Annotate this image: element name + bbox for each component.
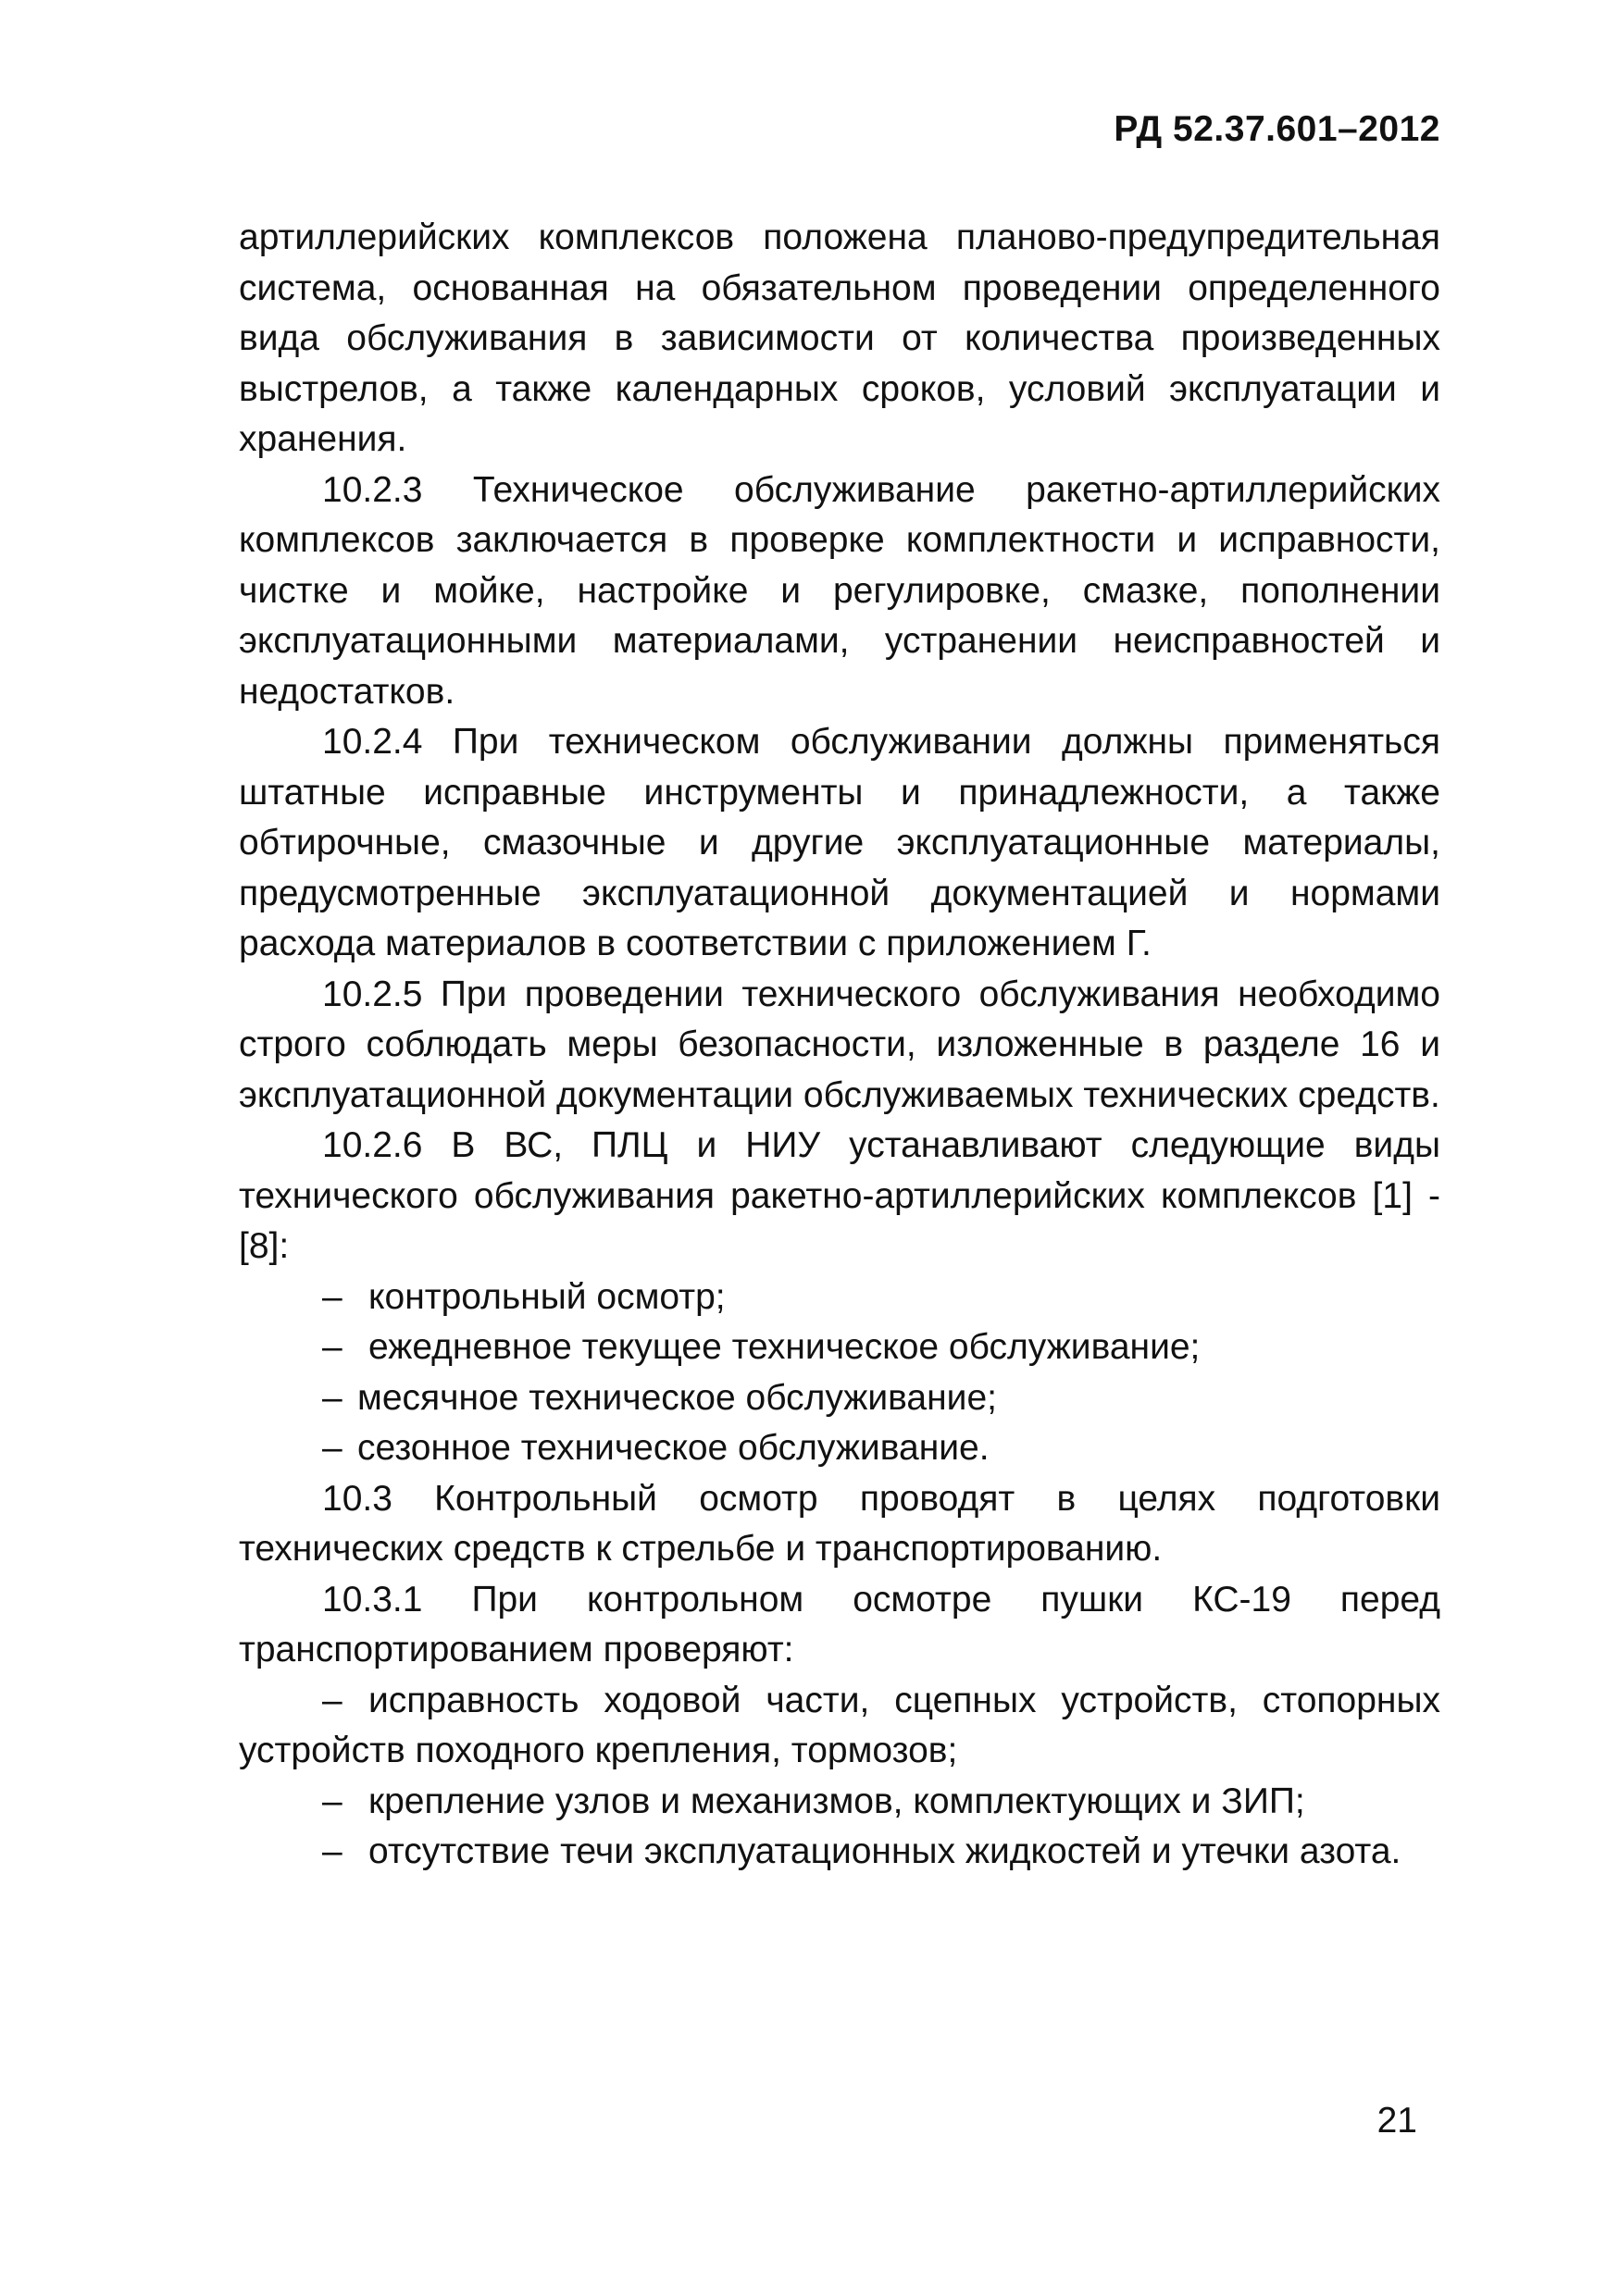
list-item-text: месячное техническое обслуживание;	[357, 1377, 997, 1418]
paragraph-10-3: 10.3 Контрольный осмотр проводят в целях подготовки технических средств к стрельбе и транспортированию.	[239, 1478, 1440, 1569]
dash-bullet: –	[322, 1377, 342, 1418]
list-item	[239, 1827, 1440, 1878]
document-code: РД 52.37.601–2012	[1114, 109, 1440, 149]
list-item-text: ежедневное текущее техническое обслуживание;	[368, 1327, 1201, 1367]
paragraph-10-2-6: 10.2.6 В ВС, ПЛЦ и НИУ устанавливают следующие виды технического обслуживания ракетно-артиллерийских комплексов [1] - [8]:	[239, 1125, 1440, 1266]
list-item	[239, 1676, 1440, 1777]
dash-bullet: –	[322, 1276, 342, 1317]
dash-bullet: –	[322, 1781, 342, 1821]
list-item	[239, 1423, 1440, 1474]
list-item	[239, 1373, 1440, 1424]
dash-bullet: –	[322, 1327, 342, 1367]
paragraph-10-3-1: 10.3.1 При контрольном осмотре пушки КС-19 перед транспортированием проверяют:	[239, 1579, 1440, 1669]
dash-bullet: –	[322, 1680, 342, 1720]
list-item-text: сезонное техническое обслуживание.	[357, 1428, 990, 1468]
page-number: 21	[1376, 2101, 1417, 2141]
paragraph-10-2-4: 10.2.4 При техническом обслуживании должны применяться штатные исправные инструменты и принадлежности, а также обтирочные, смазочные и другие эксплуатационные материалы, предусмотренные эксплуатационной документацией и нормами расхода материалов в соответствии с приложением Г.	[239, 722, 1440, 963]
paragraph-continuation: артиллерийских комплексов положена планово-предупредительная система, основанная на обязательном проведении определенного вида обслуживания в зависимости от количества произведенных выстрелов, а также календарных сроков, условий эксплуатации и хранения.	[239, 217, 1440, 459]
list-item	[239, 1322, 1440, 1373]
paragraph-10-2-3: 10.2.3 Техническое обслуживание ракетно-артиллерийских комплексов заключается в проверке комплектности и исправности, чистке и мойке, настройке и регулировке, смазке, пополнении эксплуатационными материалами, устранении неисправностей и недостатков.	[239, 469, 1440, 712]
list-item-text: крепление узлов и механизмов, комплектующих и ЗИП;	[368, 1781, 1305, 1821]
page-body	[239, 213, 1440, 1878]
dash-bullet: –	[322, 1831, 342, 1871]
list-item	[239, 1777, 1440, 1828]
list-item-text: отсутствие течи эксплуатационных жидкостей и утечки азота.	[368, 1831, 1401, 1871]
list-item-text: контрольный осмотр;	[368, 1276, 726, 1317]
list-item	[239, 1272, 1440, 1323]
paragraph-10-2-5: 10.2.5 При проведении технического обслуживания необходимо строго соблюдать меры безопасности, изложенные в разделе 16 и эксплуатационной документации обслуживаемых технических средств.	[239, 974, 1440, 1115]
dash-bullet: –	[322, 1428, 342, 1468]
list-item-text: исправность ходовой части, сцепных устройств, стопорных устройств походного крепления, тормозов;	[239, 1680, 1440, 1770]
